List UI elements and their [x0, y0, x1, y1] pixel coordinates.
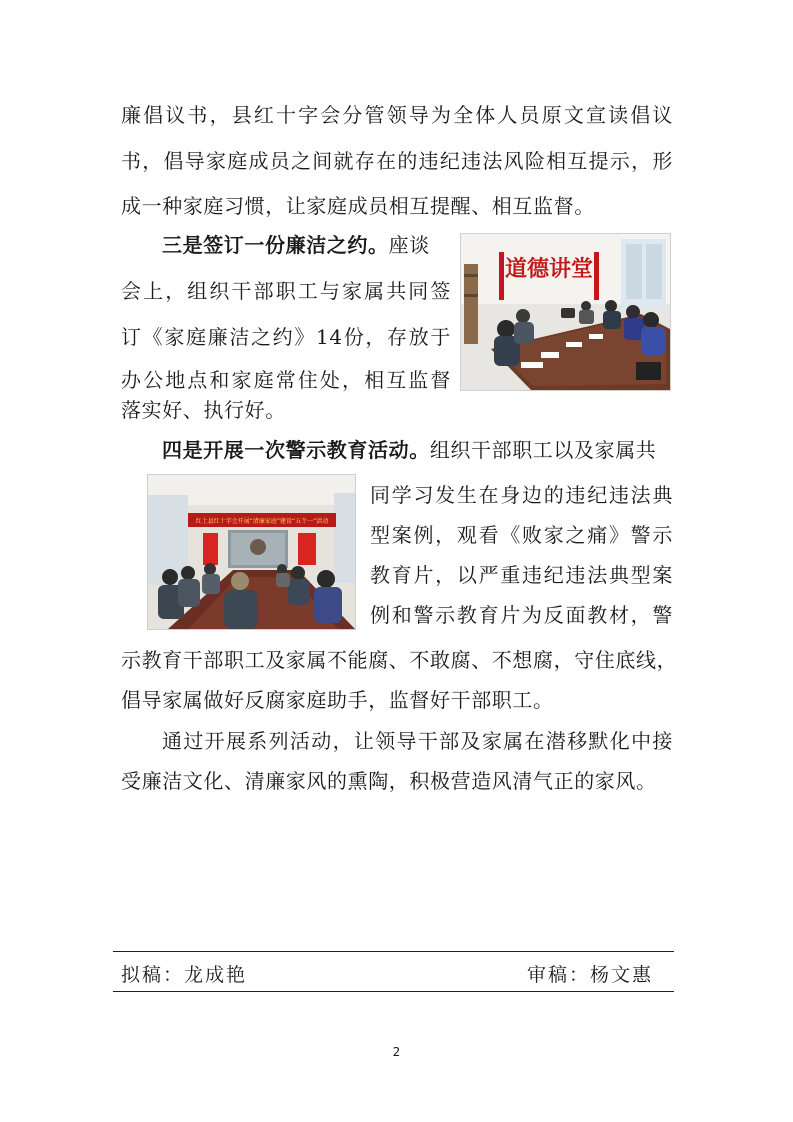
body-line: 通过开展系列活动，让领导干部及家属在潜移默化中接	[162, 729, 673, 753]
paragraph-2-first-line	[162, 230, 430, 260]
paragraph-3-first-line	[162, 435, 656, 465]
banner-text: 道德讲堂	[504, 256, 594, 282]
signature-top-rule	[113, 951, 674, 952]
body-line: 受廉洁文化、清廉家风的熏陶，积极营造风清气正的家风。	[121, 769, 657, 793]
body-line: 落实好、执行好。	[121, 398, 286, 422]
reviewer-label: 审稿：杨文惠	[527, 964, 654, 986]
section-heading-3: 三是签订一份廉洁之约。	[162, 233, 389, 257]
body-line: 书，倡导家庭成员之间就存在的违纪违法风险相互提示，形	[121, 149, 673, 173]
banner-text: 红土县红十字会开展“清廉家庭”建设“五个一”活动	[195, 518, 329, 525]
body-line: 倡导家属做好反腐家庭助手，监督好干部职工。	[121, 688, 554, 712]
body-line: 同学习发生在身边的违纪违法典	[370, 483, 673, 507]
body-line: 例和警示教育片为反面教材，警	[370, 603, 673, 627]
body-text: 座谈	[388, 233, 430, 257]
body-line: 办公地点和家庭常住处，相互监督	[121, 368, 451, 392]
section-heading-4: 四是开展一次警示教育活动。	[162, 438, 430, 462]
body-line: 示教育干部职工及家属不能腐、不敢腐、不想腐，守住底线，	[121, 648, 678, 672]
meeting-photo-1	[460, 233, 671, 391]
body-text: 组织干部职工以及家属共	[429, 438, 657, 462]
drafter-label: 拟稿：龙成艳	[121, 964, 248, 986]
body-line: 订《家庭廉洁之约》14份，存放于	[121, 325, 451, 349]
signature-bottom-rule	[113, 991, 674, 992]
body-line: 会上，组织干部职工与家属共同签	[121, 279, 451, 303]
meeting-photo-2	[147, 474, 356, 630]
body-line: 型案例，观看《败家之痛》警示	[370, 523, 673, 547]
page-number: 2	[392, 1045, 401, 1059]
body-line: 教育片，以严重违纪违法典型案	[370, 563, 673, 587]
body-line: 廉倡议书，县红十字会分管领导为全体人员原文宣读倡议	[121, 103, 673, 127]
body-line: 成一种家庭习惯，让家庭成员相互提醒、相互监督。	[121, 194, 595, 218]
